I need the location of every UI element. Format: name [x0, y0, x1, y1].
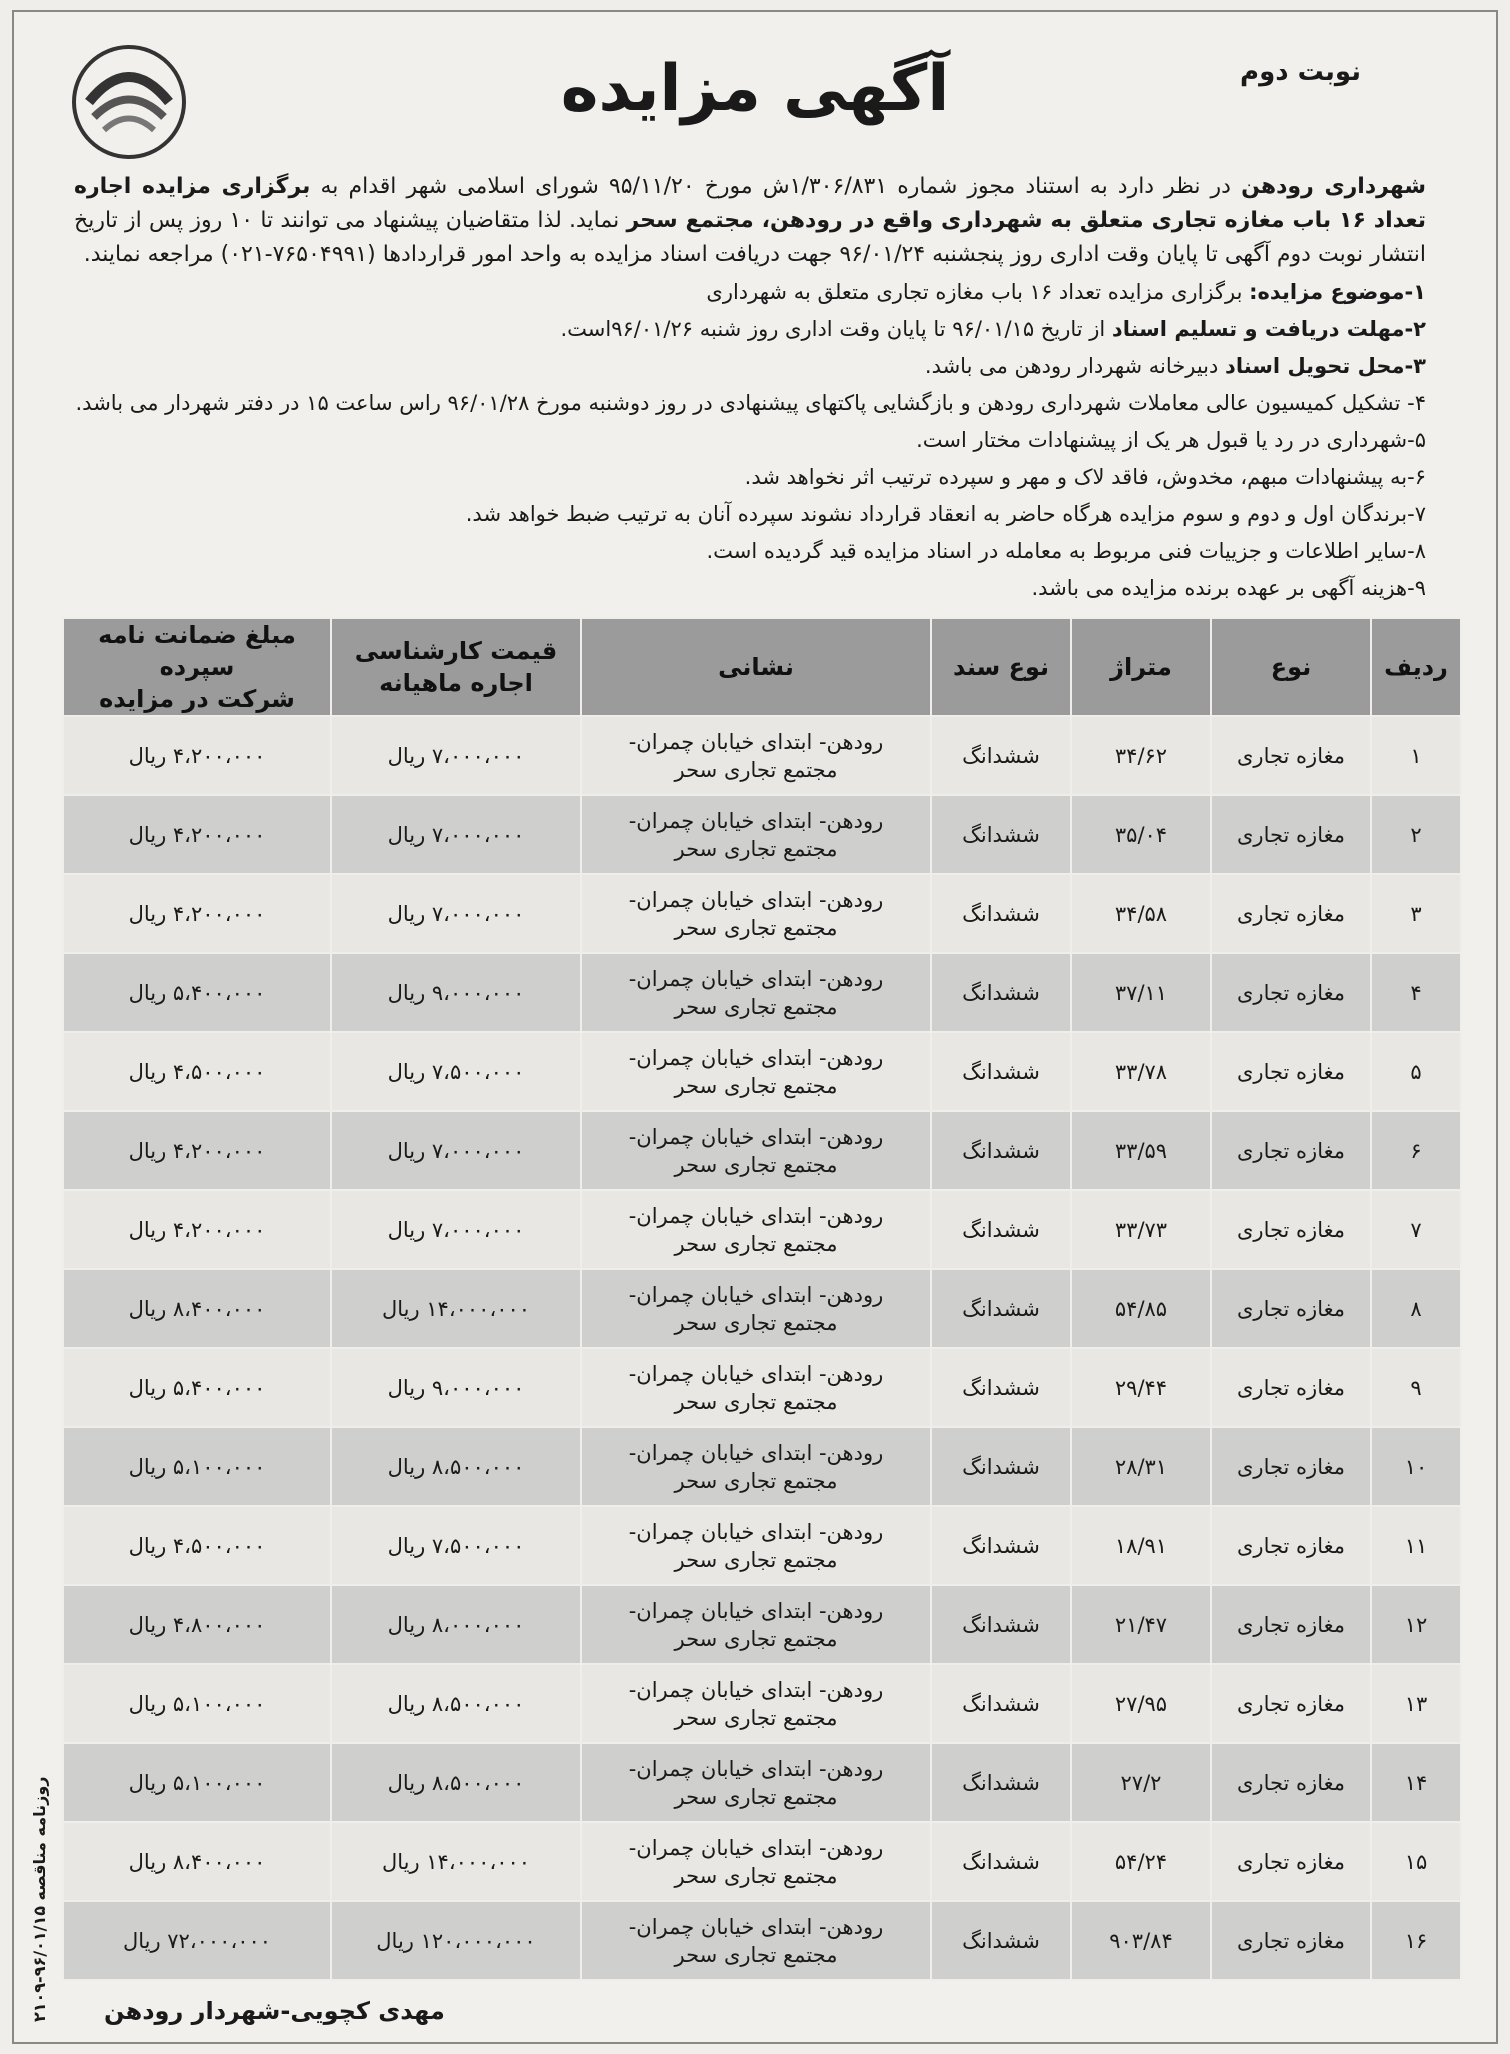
condition-item: ۵-شهرداری در رد یا قبول هر یک از پیشنهادات مختار است. — [916, 428, 1426, 452]
cell-neshani: رودهن- ابتدای خیابان چمران- مجتمع تجاری سحر — [581, 1032, 931, 1111]
cell-radif: ۱۰ — [1371, 1427, 1461, 1506]
intro-bold-1: شهرداری رودهن — [1241, 174, 1426, 199]
cell-radif: ۱۳ — [1371, 1664, 1461, 1743]
cell-sanad: ششدانگ — [931, 1664, 1071, 1743]
condition-item: ۹-هزینه آگهی بر عهده برنده مزایده می باشد. — [1031, 576, 1426, 600]
cell-deposit: ۵،۱۰۰،۰۰۰ ریال — [63, 1664, 331, 1743]
cell-sanad: ششدانگ — [931, 1111, 1071, 1190]
table-row — [63, 1348, 1461, 1427]
round-badge: نوبت دوم — [1240, 57, 1361, 87]
table-row — [63, 1822, 1461, 1901]
cell-metraj: ۳۳/۵۹ — [1071, 1111, 1211, 1190]
cell-naw: مغازه تجاری — [1211, 716, 1371, 795]
cell-sanad: ششدانگ — [931, 716, 1071, 795]
cell-sanad: ششدانگ — [931, 1901, 1071, 1980]
cell-sanad: ششدانگ — [931, 1585, 1071, 1664]
cell-metraj: ۳۴/۵۸ — [1071, 874, 1211, 953]
cell-naw: مغازه تجاری — [1211, 795, 1371, 874]
cell-metraj: ۳۴/۶۲ — [1071, 716, 1211, 795]
cell-price: ۷،۵۰۰،۰۰۰ ریال — [331, 1506, 581, 1585]
cell-deposit: ۴،۲۰۰،۰۰۰ ریال — [63, 874, 331, 953]
intro-paragraph — [74, 170, 1426, 272]
cell-metraj: ۲۹/۴۴ — [1071, 1348, 1211, 1427]
cell-naw: مغازه تجاری — [1211, 1585, 1371, 1664]
header-neshani: نشانی — [581, 618, 931, 716]
cell-neshani: رودهن- ابتدای خیابان چمران- مجتمع تجاری سحر — [581, 795, 931, 874]
cell-naw: مغازه تجاری — [1211, 874, 1371, 953]
cell-neshani: رودهن- ابتدای خیابان چمران- مجتمع تجاری سحر — [581, 1427, 931, 1506]
table-row — [63, 874, 1461, 953]
cell-sanad: ششدانگ — [931, 1032, 1071, 1111]
cell-neshani: رودهن- ابتدای خیابان چمران- مجتمع تجاری سحر — [581, 1585, 931, 1664]
header-radif: ردیف — [1371, 618, 1461, 716]
cell-sanad: ششدانگ — [931, 1822, 1071, 1901]
cell-radif: ۷ — [1371, 1190, 1461, 1269]
cell-price: ۷،۵۰۰،۰۰۰ ریال — [331, 1032, 581, 1111]
cell-price: ۸،۵۰۰،۰۰۰ ریال — [331, 1427, 581, 1506]
cell-radif: ۱۴ — [1371, 1743, 1461, 1822]
cell-deposit: ۴،۵۰۰،۰۰۰ ریال — [63, 1032, 331, 1111]
table-row — [63, 1269, 1461, 1348]
cell-radif: ۲ — [1371, 795, 1461, 874]
condition-item: ۴- تشکیل کمیسیون عالی معاملات شهرداری رودهن و بازگشایی پاکتهای پیشنهادی در روز دوشنبه مورخ ۹۶/۰۱/۲۸ راس ساعت ۱۵ در دفتر شهردار می باشد. — [75, 391, 1426, 415]
table-row — [63, 1585, 1461, 1664]
cell-deposit: ۴،۲۰۰،۰۰۰ ریال — [63, 1190, 331, 1269]
cell-metraj: ۲۷/۹۵ — [1071, 1664, 1211, 1743]
cell-naw: مغازه تجاری — [1211, 1901, 1371, 1980]
header-metraj: متراژ — [1071, 618, 1211, 716]
cell-sanad: ششدانگ — [931, 1348, 1071, 1427]
cell-sanad: ششدانگ — [931, 1427, 1071, 1506]
cell-metraj: ۳۳/۷۸ — [1071, 1032, 1211, 1111]
cell-radif: ۱۵ — [1371, 1822, 1461, 1901]
cell-sanad: ششدانگ — [931, 1506, 1071, 1585]
condition-item: ۸-سایر اطلاعات و جزییات فنی مربوط به معامله در اسناد مزایده قید گردیده است. — [706, 539, 1426, 563]
cell-neshani: رودهن- ابتدای خیابان چمران- مجتمع تجاری سحر — [581, 1269, 931, 1348]
cell-naw: مغازه تجاری — [1211, 1822, 1371, 1901]
conditions-list — [74, 274, 1426, 607]
condition-item: ۷-برندگان اول و دوم و سوم مزایده هرگاه حاضر به انعقاد قرارداد نشوند سپرده آنان به ترتیب ضبط خواهد شد. — [465, 502, 1426, 526]
cell-metraj: ۲۸/۳۱ — [1071, 1427, 1211, 1506]
cell-deposit: ۴،۲۰۰،۰۰۰ ریال — [63, 1111, 331, 1190]
header-zemanat: مبلغ ضمانت نامه سپرده شرکت در مزایده — [63, 618, 331, 716]
condition-item: ۳-محل تحویل اسناد دبیرخانه شهردار رودهن می باشد. — [924, 354, 1426, 378]
condition-item: ۲-مهلت دریافت و تسلیم اسناد از تاریخ ۹۶/۰۱/۱۵ تا پایان وقت اداری روز شنبه ۹۶/۰۱/۲۶است. — [560, 317, 1426, 341]
cell-naw: مغازه تجاری — [1211, 953, 1371, 1032]
cell-radif: ۳ — [1371, 874, 1461, 953]
cell-sanad: ششدانگ — [931, 1743, 1071, 1822]
cell-neshani: رودهن- ابتدای خیابان چمران- مجتمع تجاری سحر — [581, 716, 931, 795]
shops-table — [62, 617, 1462, 1981]
cell-sanad: ششدانگ — [931, 1190, 1071, 1269]
cell-price: ۹،۰۰۰،۰۰۰ ریال — [331, 1348, 581, 1427]
cell-radif: ۱۲ — [1371, 1585, 1461, 1664]
cell-price: ۹،۰۰۰،۰۰۰ ریال — [331, 953, 581, 1032]
cell-sanad: ششدانگ — [931, 874, 1071, 953]
condition-item: ۱-موضوع مزایده: برگزاری مزایده تعداد ۱۶ باب مغازه تجاری متعلق به شهرداری — [706, 280, 1426, 304]
cell-radif: ۵ — [1371, 1032, 1461, 1111]
cell-neshani: رودهن- ابتدای خیابان چمران- مجتمع تجاری سحر — [581, 1190, 931, 1269]
cell-neshani: رودهن- ابتدای خیابان چمران- مجتمع تجاری سحر — [581, 1348, 931, 1427]
cell-neshani: رودهن- ابتدای خیابان چمران- مجتمع تجاری سحر — [581, 1664, 931, 1743]
cell-deposit: ۵،۱۰۰،۰۰۰ ریال — [63, 1427, 331, 1506]
cell-naw: مغازه تجاری — [1211, 1111, 1371, 1190]
cell-neshani: رودهن- ابتدای خیابان چمران- مجتمع تجاری سحر — [581, 953, 931, 1032]
cell-naw: مغازه تجاری — [1211, 1506, 1371, 1585]
table-row — [63, 1032, 1461, 1111]
notice-title: آگهی مزایده — [560, 52, 950, 126]
cell-naw: مغازه تجاری — [1211, 1427, 1371, 1506]
cell-sanad: ششدانگ — [931, 953, 1071, 1032]
cell-radif: ۴ — [1371, 953, 1461, 1032]
cell-naw: مغازه تجاری — [1211, 1032, 1371, 1111]
cell-deposit: ۵،۱۰۰،۰۰۰ ریال — [63, 1743, 331, 1822]
cell-deposit: ۴،۲۰۰،۰۰۰ ریال — [63, 716, 331, 795]
table-row — [63, 1901, 1461, 1980]
cell-price: ۷،۰۰۰،۰۰۰ ریال — [331, 874, 581, 953]
side-stamp: روزنامه مناقصه ۹۶/۰۱/۱۵-۲۱۰۹ — [30, 1776, 49, 2022]
cell-price: ۱۴،۰۰۰،۰۰۰ ریال — [331, 1822, 581, 1901]
cell-price: ۷،۰۰۰،۰۰۰ ریال — [331, 1190, 581, 1269]
cell-metraj: ۲۱/۴۷ — [1071, 1585, 1211, 1664]
cell-price: ۷،۰۰۰،۰۰۰ ریال — [331, 1111, 581, 1190]
cell-metraj: ۳۳/۷۳ — [1071, 1190, 1211, 1269]
cell-price: ۸،۵۰۰،۰۰۰ ریال — [331, 1743, 581, 1822]
cell-naw: مغازه تجاری — [1211, 1348, 1371, 1427]
cell-neshani: رودهن- ابتدای خیابان چمران- مجتمع تجاری سحر — [581, 1901, 931, 1980]
cell-metraj: ۳۷/۱۱ — [1071, 953, 1211, 1032]
intro-text-2: نماید. لذا متقاضیان پیشنهاد می توانند تا ۱۰ روز پس از تاریخ انتشار نوبت دوم آگهی تا پایان وقت اداری روز پنجشنبه ۹۶/۰۱/۲۴ جهت دریافت اسناد مزایده به واحد امور قراردادها (۷۶۵۰۴۹۹۱-۰۲۱) مراجعه نمایند. — [74, 208, 1426, 267]
cell-deposit: ۴،۲۰۰،۰۰۰ ریال — [63, 795, 331, 874]
cell-price: ۸،۰۰۰،۰۰۰ ریال — [331, 1585, 581, 1664]
cell-neshani: رودهن- ابتدای خیابان چمران- مجتمع تجاری سحر — [581, 874, 931, 953]
header-naw: نوع — [1211, 618, 1371, 716]
cell-neshani: رودهن- ابتدای خیابان چمران- مجتمع تجاری سحر — [581, 1822, 931, 1901]
cell-neshani: رودهن- ابتدای خیابان چمران- مجتمع تجاری سحر — [581, 1111, 931, 1190]
cell-radif: ۱۱ — [1371, 1506, 1461, 1585]
cell-radif: ۸ — [1371, 1269, 1461, 1348]
cell-price: ۷،۰۰۰،۰۰۰ ریال — [331, 716, 581, 795]
cell-naw: مغازه تجاری — [1211, 1743, 1371, 1822]
header-gheymat: قیمت کارشناسی اجاره ماهیانه — [331, 618, 581, 716]
cell-deposit: ۴،۵۰۰،۰۰۰ ریال — [63, 1506, 331, 1585]
cell-price: ۸،۵۰۰،۰۰۰ ریال — [331, 1664, 581, 1743]
notice-page — [12, 10, 1498, 2044]
intro-bold-2: برگزاری مزایده اجاره تعداد ۱۶ باب مغازه تجاری متعلق به شهرداری واقع در رودهن، مجتمع سحر — [74, 174, 1426, 233]
cell-sanad: ششدانگ — [931, 795, 1071, 874]
cell-price: ۱۴،۰۰۰،۰۰۰ ریال — [331, 1269, 581, 1348]
cell-deposit: ۵،۴۰۰،۰۰۰ ریال — [63, 1348, 331, 1427]
cell-radif: ۱۶ — [1371, 1901, 1461, 1980]
cell-metraj: ۲۷/۲ — [1071, 1743, 1211, 1822]
cell-price: ۷،۰۰۰،۰۰۰ ریال — [331, 795, 581, 874]
cell-deposit: ۸،۴۰۰،۰۰۰ ریال — [63, 1269, 331, 1348]
cell-price: ۱۲۰،۰۰۰،۰۰۰ ریال — [331, 1901, 581, 1980]
intro-text-1: در نظر دارد به استناد مجوز شماره ۱/۳۰۶/۸۳۱ش مورخ ۹۵/۱۱/۲۰ شورای اسلامی شهر اقدام به — [310, 174, 1242, 199]
cell-radif: ۱ — [1371, 716, 1461, 795]
table-row — [63, 1427, 1461, 1506]
cell-metraj: ۹۰۳/۸۴ — [1071, 1901, 1211, 1980]
cell-naw: مغازه تجاری — [1211, 1190, 1371, 1269]
cell-metraj: ۵۴/۸۵ — [1071, 1269, 1211, 1348]
cell-metraj: ۱۸/۹۱ — [1071, 1506, 1211, 1585]
signature: مهدی کچویی-شهردار رودهن — [104, 1997, 445, 2025]
table-row — [63, 1664, 1461, 1743]
cell-sanad: ششدانگ — [931, 1269, 1071, 1348]
cell-deposit: ۸،۴۰۰،۰۰۰ ریال — [63, 1822, 331, 1901]
header-sanad: نوع سند — [931, 618, 1071, 716]
table-header-row — [63, 618, 1461, 716]
table-row — [63, 1111, 1461, 1190]
condition-item: ۶-به پیشنهادات مبهم، مخدوش، فاقد لاک و مهر و سپرده ترتیب اثر نخواهد شد. — [744, 465, 1426, 489]
cell-metraj: ۵۴/۲۴ — [1071, 1822, 1211, 1901]
cell-radif: ۹ — [1371, 1348, 1461, 1427]
cell-neshani: رودهن- ابتدای خیابان چمران- مجتمع تجاری سحر — [581, 1743, 931, 1822]
cell-deposit: ۵،۴۰۰،۰۰۰ ریال — [63, 953, 331, 1032]
cell-naw: مغازه تجاری — [1211, 1664, 1371, 1743]
cell-naw: مغازه تجاری — [1211, 1269, 1371, 1348]
cell-deposit: ۷۲،۰۰۰،۰۰۰ ریال — [63, 1901, 331, 1980]
cell-deposit: ۴،۸۰۰،۰۰۰ ریال — [63, 1585, 331, 1664]
cell-radif: ۶ — [1371, 1111, 1461, 1190]
table-row — [63, 953, 1461, 1032]
cell-metraj: ۳۵/۰۴ — [1071, 795, 1211, 874]
table-row — [63, 1506, 1461, 1585]
table-row — [63, 1743, 1461, 1822]
table-row — [63, 795, 1461, 874]
table-row — [63, 1190, 1461, 1269]
table-row — [63, 716, 1461, 795]
cell-neshani: رودهن- ابتدای خیابان چمران- مجتمع تجاری سحر — [581, 1506, 931, 1585]
